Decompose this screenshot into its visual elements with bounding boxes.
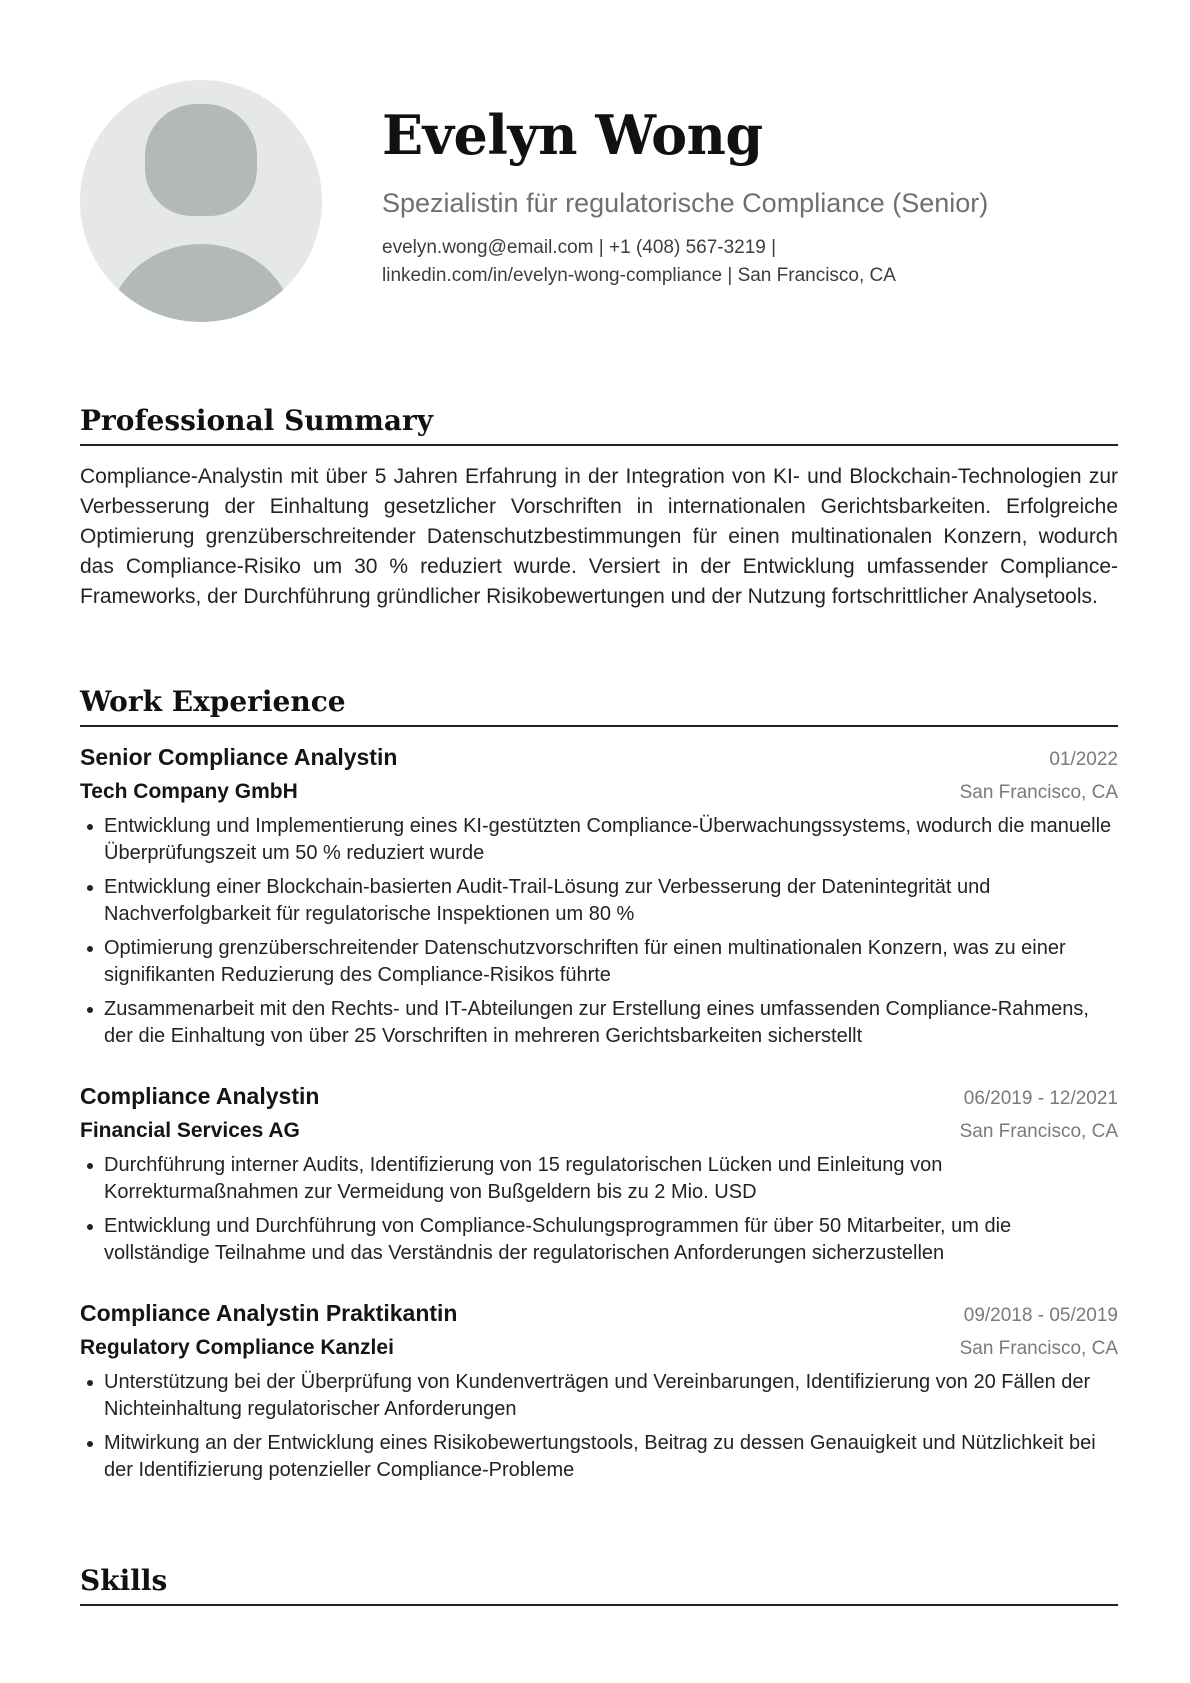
bullet-text: Zusammenarbeit mit den Rechts- und IT-Abteilungen zur Erstellung eines umfassenden Compliance-Rahmens, der die Einhaltung von über 25 Vorschriften in mehreren Gerichtsbarkeiten sicherstellt	[104, 998, 1089, 1047]
section-title-experience: Work Experience	[80, 685, 1118, 727]
job-bullet	[80, 935, 1118, 989]
job-date: 06/2019 - 12/2021	[963, 1088, 1118, 1109]
job-date: 01/2022	[1049, 749, 1118, 770]
job-title: Senior Compliance Analystin	[80, 744, 398, 770]
job-location: San Francisco, CA	[959, 1338, 1118, 1359]
job-bullet	[80, 996, 1118, 1050]
header	[382, 104, 1122, 290]
job-entry	[80, 1297, 1118, 1484]
job-title: Compliance Analystin Praktikantin	[80, 1300, 458, 1326]
section-title-summary: Professional Summary	[80, 404, 1118, 446]
contact-separator: |	[598, 237, 604, 258]
bullet-text: Unterstützung bei der Überprüfung von Kundenverträgen und Vereinbarungen, Identifizierung von 20 Fällen der Nichteinhaltung regulatorischer Anforderungen	[104, 1371, 1091, 1420]
section-title-skills: Skills	[80, 1564, 1118, 1606]
job-bullet	[80, 1152, 1118, 1206]
contact-separator: |	[727, 265, 733, 286]
job-title: Compliance Analystin	[80, 1083, 320, 1109]
job-bullet	[80, 874, 1118, 928]
bullet-dot-icon	[87, 1163, 93, 1169]
summary-section	[80, 404, 1118, 612]
summary-text: Compliance-Analystin mit über 5 Jahren Erfahrung in der Integration von KI- und Blockchain-Technologien zur Verbesserung der Einhaltung gesetzlicher Vorschriften in internationalen Gerichtsbarkeiten. Erfolgreiche Optimierung grenzüberschreitender Datenschutzbestimmungen für einen multinationalen Konzern, wodurch das Compliance-Risiko um 30 % reduziert wurde. Versiert in der Entwicklung umfassender Compliance-Frameworks, der Durchführung gründlicher Risikobewertungen und der Nutzung fortschrittlicher Analysetools.	[80, 465, 1118, 608]
job-bullets	[80, 1369, 1118, 1484]
bullet-dot-icon	[87, 885, 93, 891]
job-company-row	[80, 1332, 1118, 1365]
bullet-dot-icon	[87, 946, 93, 952]
job-company: Regulatory Compliance Kanzlei	[80, 1336, 394, 1359]
bullet-text: Mitwirkung an der Entwicklung eines Risikobewertungstools, Beitrag zu dessen Genauigkeit und Nützlichkeit bei der Identifizierung potenzieller Compliance-Probleme	[104, 1432, 1096, 1481]
job-header-row	[80, 1297, 1118, 1332]
job-header-row	[80, 741, 1118, 776]
job-bullets	[80, 813, 1118, 1050]
avatar-body-shape	[110, 244, 292, 322]
job-location: San Francisco, CA	[959, 782, 1118, 803]
bullet-text: Entwicklung und Implementierung eines KI-gestützten Compliance-Überwachungssystems, wodurch die manuelle Überprüfungszeit um 50 % reduziert wurde	[104, 815, 1112, 864]
bullet-text: Optimierung grenzüberschreitender Datenschutzvorschriften für einen multinationalen Konzern, was zu einer signifikanten Reduzierung des Compliance-Risikos führte	[104, 937, 1066, 986]
job-entry	[80, 741, 1118, 1050]
job-company-row	[80, 1115, 1118, 1148]
skills-section	[80, 1564, 1118, 1606]
bullet-text: Entwicklung einer Blockchain-basierten Audit-Trail-Lösung zur Verbesserung der Datenintegrität und Nachverfolgbarkeit für regulatorische Inspektionen um 80 %	[104, 876, 991, 925]
job-bullet	[80, 1369, 1118, 1423]
job-date: 09/2018 - 05/2019	[963, 1305, 1118, 1326]
contact-phone: +1 (408) 567-3219	[609, 237, 766, 258]
job-location: San Francisco, CA	[959, 1121, 1118, 1142]
avatar-placeholder	[80, 80, 322, 322]
job-entry	[80, 1080, 1118, 1267]
job-company-row	[80, 776, 1118, 809]
bullet-dot-icon	[87, 1380, 93, 1386]
job-company: Tech Company GmbH	[80, 780, 298, 803]
bullet-text: Durchführung interner Audits, Identifizierung von 15 regulatorischen Lücken und Einleitung von Korrekturmaßnahmen zur Vermeidung von Bußgeldern bis zu 2 Mio. USD	[104, 1154, 943, 1203]
job-header-row	[80, 1080, 1118, 1115]
bullet-dot-icon	[87, 1007, 93, 1013]
candidate-name: Evelyn Wong	[382, 103, 763, 167]
contact-location: San Francisco, CA	[737, 265, 896, 286]
bullet-dot-icon	[87, 824, 93, 830]
job-bullet	[80, 1213, 1118, 1267]
contact-info	[382, 234, 1022, 290]
candidate-headline: Spezialistin für regulatorische Compliance (Senior)	[382, 188, 989, 218]
bullet-text: Entwicklung und Durchführung von Compliance-Schulungsprogrammen für über 50 Mitarbeiter, um die vollständige Teilnahme und das Verständnis der regulatorischen Anforderungen sicherzustellen	[104, 1215, 1012, 1264]
job-company: Financial Services AG	[80, 1119, 300, 1142]
contact-linkedin[interactable]: linkedin.com/in/evelyn-wong-compliance	[382, 265, 723, 286]
job-bullet	[80, 1430, 1118, 1484]
contact-email[interactable]: evelyn.wong@email.com	[382, 237, 594, 258]
job-bullets	[80, 1152, 1118, 1267]
avatar-head-shape	[145, 104, 257, 216]
bullet-dot-icon	[87, 1224, 93, 1230]
contact-separator: |	[771, 237, 777, 258]
job-bullet	[80, 813, 1118, 867]
experience-section	[80, 685, 1118, 1491]
bullet-dot-icon	[87, 1441, 93, 1447]
